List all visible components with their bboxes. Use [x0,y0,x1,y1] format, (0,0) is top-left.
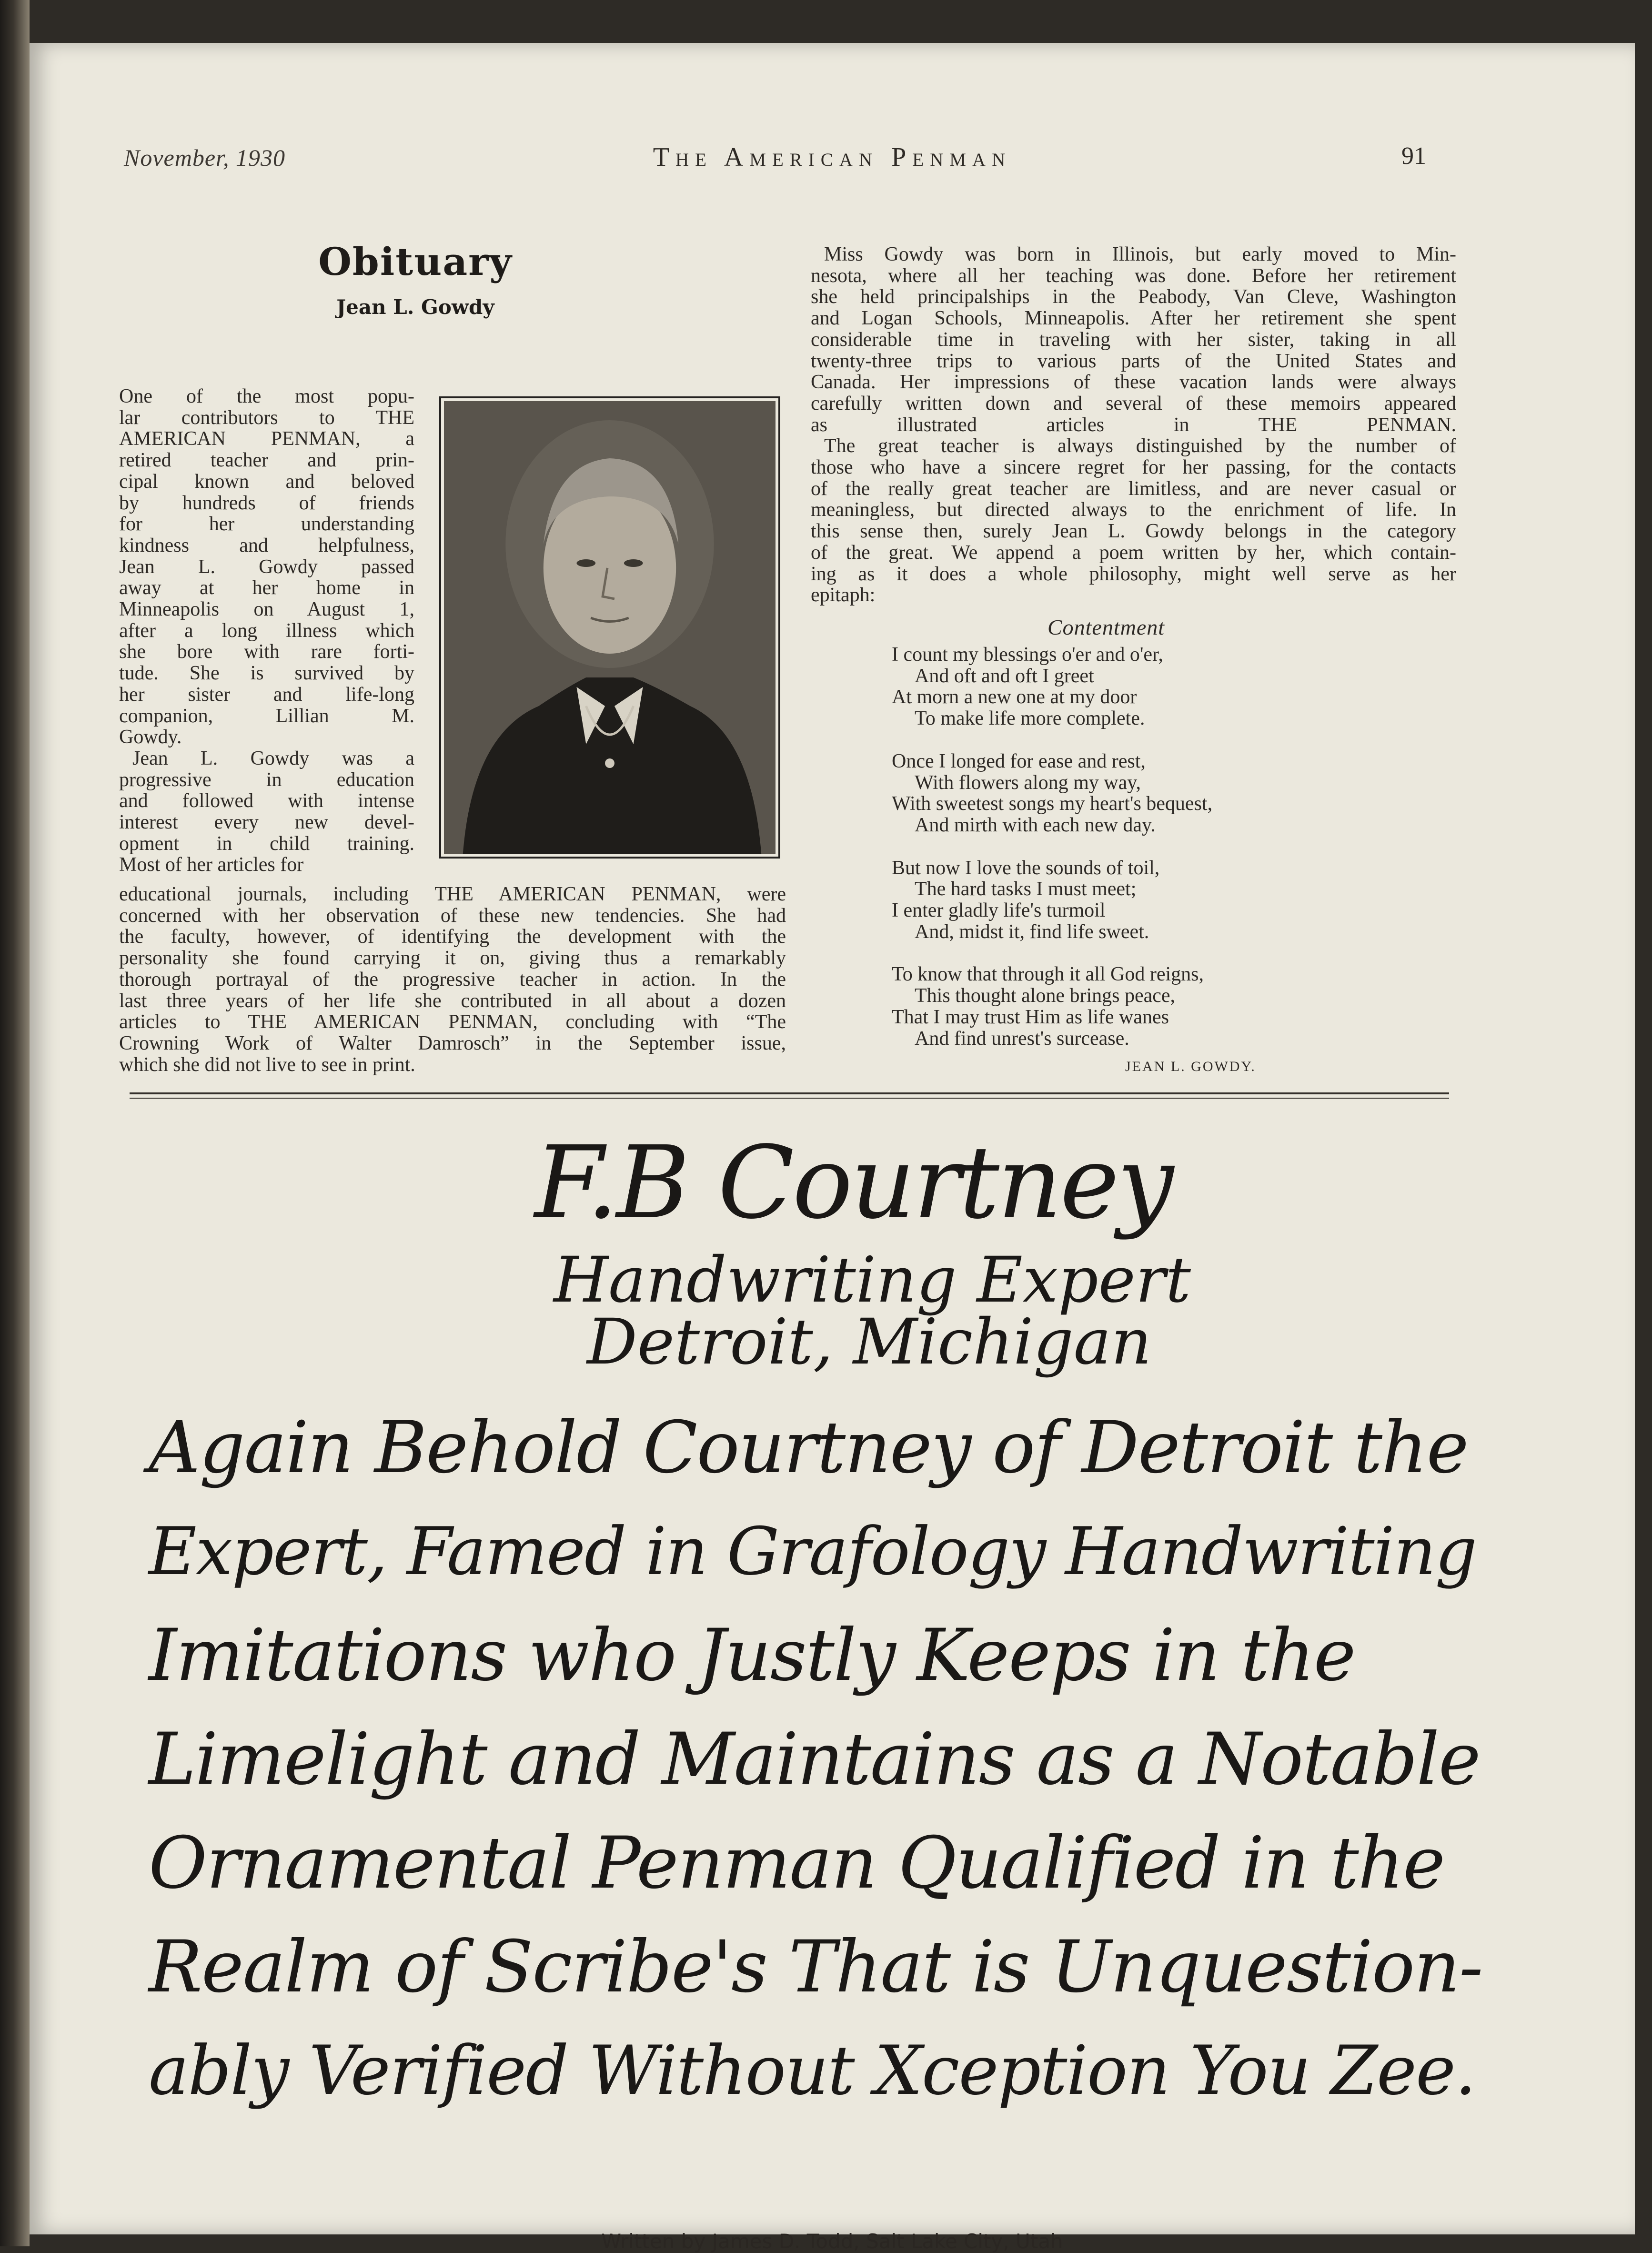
header-date: November, 1930 [124,144,285,171]
text-line: lar contributors to THE [119,406,414,429]
text-line: Minneapolis on August 1, [119,598,414,621]
text-line: retired teacher and prin- [119,449,414,472]
magazine-page [30,43,1635,2253]
ad-body-line: ably Verified Without Xception You Zee. [149,2031,1476,2110]
text-line: her sister and life-long [119,683,414,706]
poem-line: And, midst it, find life sweet. [915,920,1149,943]
text-line: carefully written down and several of these memoirs appeared [811,392,1456,414]
text-line: considerable time in traveling with her sister, taking in all [811,328,1456,351]
book-spine-shadow [0,0,30,2246]
text-line: Crowning Work of Walter Damrosch” in the September issue, [119,1032,786,1054]
text-line: this sense then, surely Jean L. Gowdy belongs in the category [811,520,1456,543]
text-line: she bore with rare forti- [119,641,414,663]
ad-body-line: Limelight and Maintains as a Notable [149,1718,1480,1801]
ad-tagline: Handwriting Expert [554,1243,1191,1317]
poem-stanza [892,751,1463,836]
text-line: educational journals, including THE AMERICAN PENMAN, were [119,883,786,905]
text-line: and followed with intense [119,790,414,812]
header-title: The American Penman [653,142,1012,172]
text-line: ing as it does a whole philosophy, might well serve as her [811,563,1456,585]
text-line: as illustrated articles in THE PENMAN. [811,414,1456,436]
portrait-photo [439,396,780,859]
poem-title: Contentment [1047,615,1165,639]
ad-body-line: Expert, Famed in Grafology Handwriting [149,1513,1476,1590]
ad-name: F.B Courtney [534,1124,1172,1241]
text-line: cipal known and beloved [119,470,414,493]
text-line: AMERICAN PENMAN, a [119,428,414,450]
ad-body-line: Ornamental Penman Qualified in the [149,1822,1445,1905]
poem-line: At morn a new one at my door [892,686,1137,708]
text-line: Gowdy. [119,726,182,748]
text-line: The great teacher is always distinguished by the number of [824,435,1456,457]
text-line: thorough portrayal of the progressive teacher in action. In the [119,968,786,990]
poem-line: This thought alone brings peace, [915,985,1176,1007]
text-line: of the great. We append a poem written by her, which contain- [811,541,1456,564]
text-line: of the really great teacher are limitless, and are never casual or [811,477,1456,500]
text-line: interest every new devel- [119,811,414,834]
poem-line: Once I longed for ease and rest, [892,750,1146,772]
poem-stanza [892,964,1463,1049]
text-line: progressive in education [119,768,414,791]
ad-location: Detroit, Michigan [587,1305,1152,1379]
divider-rule-thin [130,1098,1449,1099]
text-line: Miss Gowdy was born in Illinois, but early moved to Min- [824,243,1456,265]
poem-stanza [892,644,1463,729]
poem-line: But now I love the sounds of toil, [892,857,1160,879]
ad-body-line: Imitations who Justly Keeps in the [149,1614,1355,1697]
poem-line: And find unrest's surcease. [915,1027,1129,1050]
obituary-subheading: Jean L. Gowdy [336,295,494,319]
text-line: which she did not live to see in print. [119,1053,415,1076]
text-line: epitaph: [811,584,876,606]
text-line: personality she found carrying it on, giving thus a remarkably [119,947,786,970]
text-line: for her understanding [119,513,414,535]
obituary-left-wide-column [119,884,786,1075]
text-line: Most of her articles for [119,854,304,876]
text-line: Jean L. Gowdy was a [132,747,414,769]
text-line: kindness and helpfulness, [119,534,414,556]
text-line: the faculty, however, of identifying the development with the [119,926,786,948]
text-line: those who have a sincere regret for her passing, for the contacts [811,456,1456,479]
poem-line: And oft and oft I greet [915,665,1094,687]
page-number: 91 [1401,142,1426,170]
poem-line: With sweetest songs my heart's bequest, [892,793,1213,815]
obituary-heading: Obituary [318,239,513,284]
text-line: Canada. Her impressions of these vacation lands were always [811,371,1456,394]
poem-signature: JEAN L. GOWDY. [1125,1059,1256,1074]
poem [892,644,1463,1071]
poem-stanza [892,858,1463,943]
text-line: One of the most popu- [119,385,414,407]
portrait-illustration [444,401,776,854]
ad-body [149,1396,1482,2123]
text-line: opment in child training. [119,832,414,855]
divider-rule [130,1092,1449,1094]
poem-line: That I may trust Him as life wanes [892,1006,1169,1028]
ad-credit: Written by James D. Todd, Salt Lake City, Utah [601,2230,1063,2253]
poem-line: To know that through it all God reigns, [892,963,1204,986]
text-line: meaningless, but directed always to the enrichment of life. In [811,499,1456,521]
poem-line: I enter gladly life's turmoil [892,899,1106,922]
text-line: and Logan Schools, Minneapolis. After her retirement she spent [811,307,1456,330]
text-line: companion, Lillian M. [119,705,414,727]
text-line: tude. She is survived by [119,662,414,685]
text-line: last three years of her life she contributed in all about a dozen [119,990,786,1012]
obituary-right-column [811,244,1456,606]
text-line: after a long illness which [119,619,414,642]
ad-body-line: Again Behold Courtney of Detroit the [149,1406,1468,1489]
text-line: nesota, where all her teaching was done. Before her retirement [811,264,1456,287]
poem-line: With flowers along my way, [915,771,1141,794]
text-line: by hundreds of friends [119,492,414,514]
text-line: Jean L. Gowdy passed [119,556,414,578]
ad-body-line: Realm of Scribe's That is Unquestion- [149,1926,1482,2009]
text-line: twenty-three trips to various parts of the United States and [811,350,1456,372]
text-line: articles to THE AMERICAN PENMAN, concluding with “The [119,1011,786,1033]
poem-line: To make life more complete. [915,707,1145,730]
poem-line: The hard tasks I must meet; [915,878,1137,900]
obituary-left-column [119,386,414,876]
text-line: concerned with her observation of these new tendencies. She had [119,904,786,927]
poem-line: And mirth with each new day. [915,814,1156,836]
text-line: she held principalships in the Peabody, Van Cleve, Washington [811,286,1456,308]
poem-line: I count my blessings o'er and o'er, [892,644,1163,666]
text-line: away at her home in [119,577,414,599]
